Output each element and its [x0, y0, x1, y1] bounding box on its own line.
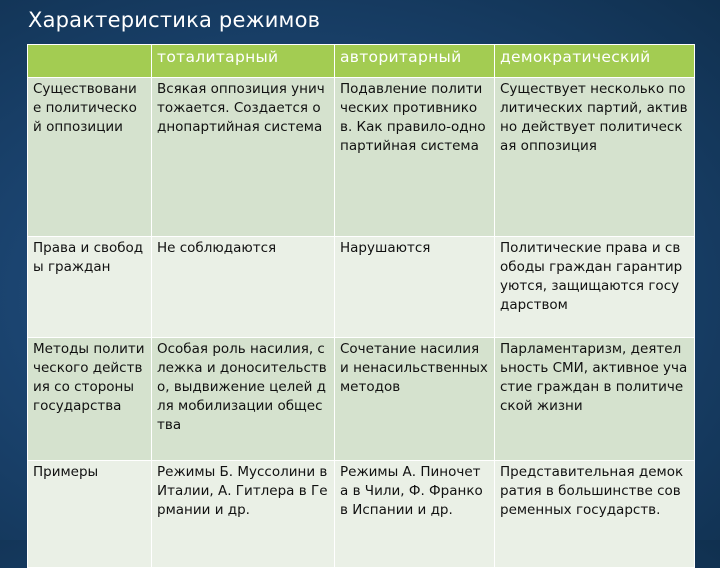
table-cell: Сочетание насилия и ненасильственных методов — [335, 338, 495, 461]
table-cell: Политические права и свободы граждан гарантируются, защищаются государством — [495, 237, 695, 338]
table-row — [28, 461, 695, 568]
table-cell: Режимы Б. Муссолини в Италии, А. Гитлера в Германии и др. — [152, 461, 335, 568]
header-corner-cell — [28, 45, 152, 78]
slide-title: Характеристика режимов — [28, 8, 321, 32]
table-row — [28, 78, 695, 237]
table-cell: Режимы А. Пиночета в Чили, Ф. Франко в Испании и др. — [335, 461, 495, 568]
row-label: Методы политического действия со стороны государства — [28, 338, 152, 461]
header-totalitarian: тоталитарный — [152, 45, 335, 78]
regimes-table — [27, 44, 695, 568]
table-cell: Представительная демократия в большинстве современных государств. — [495, 461, 695, 568]
row-label: Существование политической оппозиции — [28, 78, 152, 237]
table-header-row — [28, 45, 695, 78]
table-cell: Нарушаются — [335, 237, 495, 338]
table-cell: Особая роль насилия, слежка и доносительство, выдвижение целей для мобилизации общества — [152, 338, 335, 461]
header-democratic: демократический — [495, 45, 695, 78]
table-cell: Парламентаризм, деятельность СМИ, активное участие граждан в политической жизни — [495, 338, 695, 461]
row-label: Права и свободы граждан — [28, 237, 152, 338]
row-label: Примеры — [28, 461, 152, 568]
table-row — [28, 338, 695, 461]
table-row — [28, 237, 695, 338]
header-authoritarian: авторитарный — [335, 45, 495, 78]
table-cell: Подавление политических противников. Как правило-однопартийная система — [335, 78, 495, 237]
table-cell: Существует несколько политических партий, активно действует политическая оппозиция — [495, 78, 695, 237]
table-cell: Не соблюдаются — [152, 237, 335, 338]
table-cell: Всякая оппозиция уничтожается. Создается однопартийная система — [152, 78, 335, 237]
